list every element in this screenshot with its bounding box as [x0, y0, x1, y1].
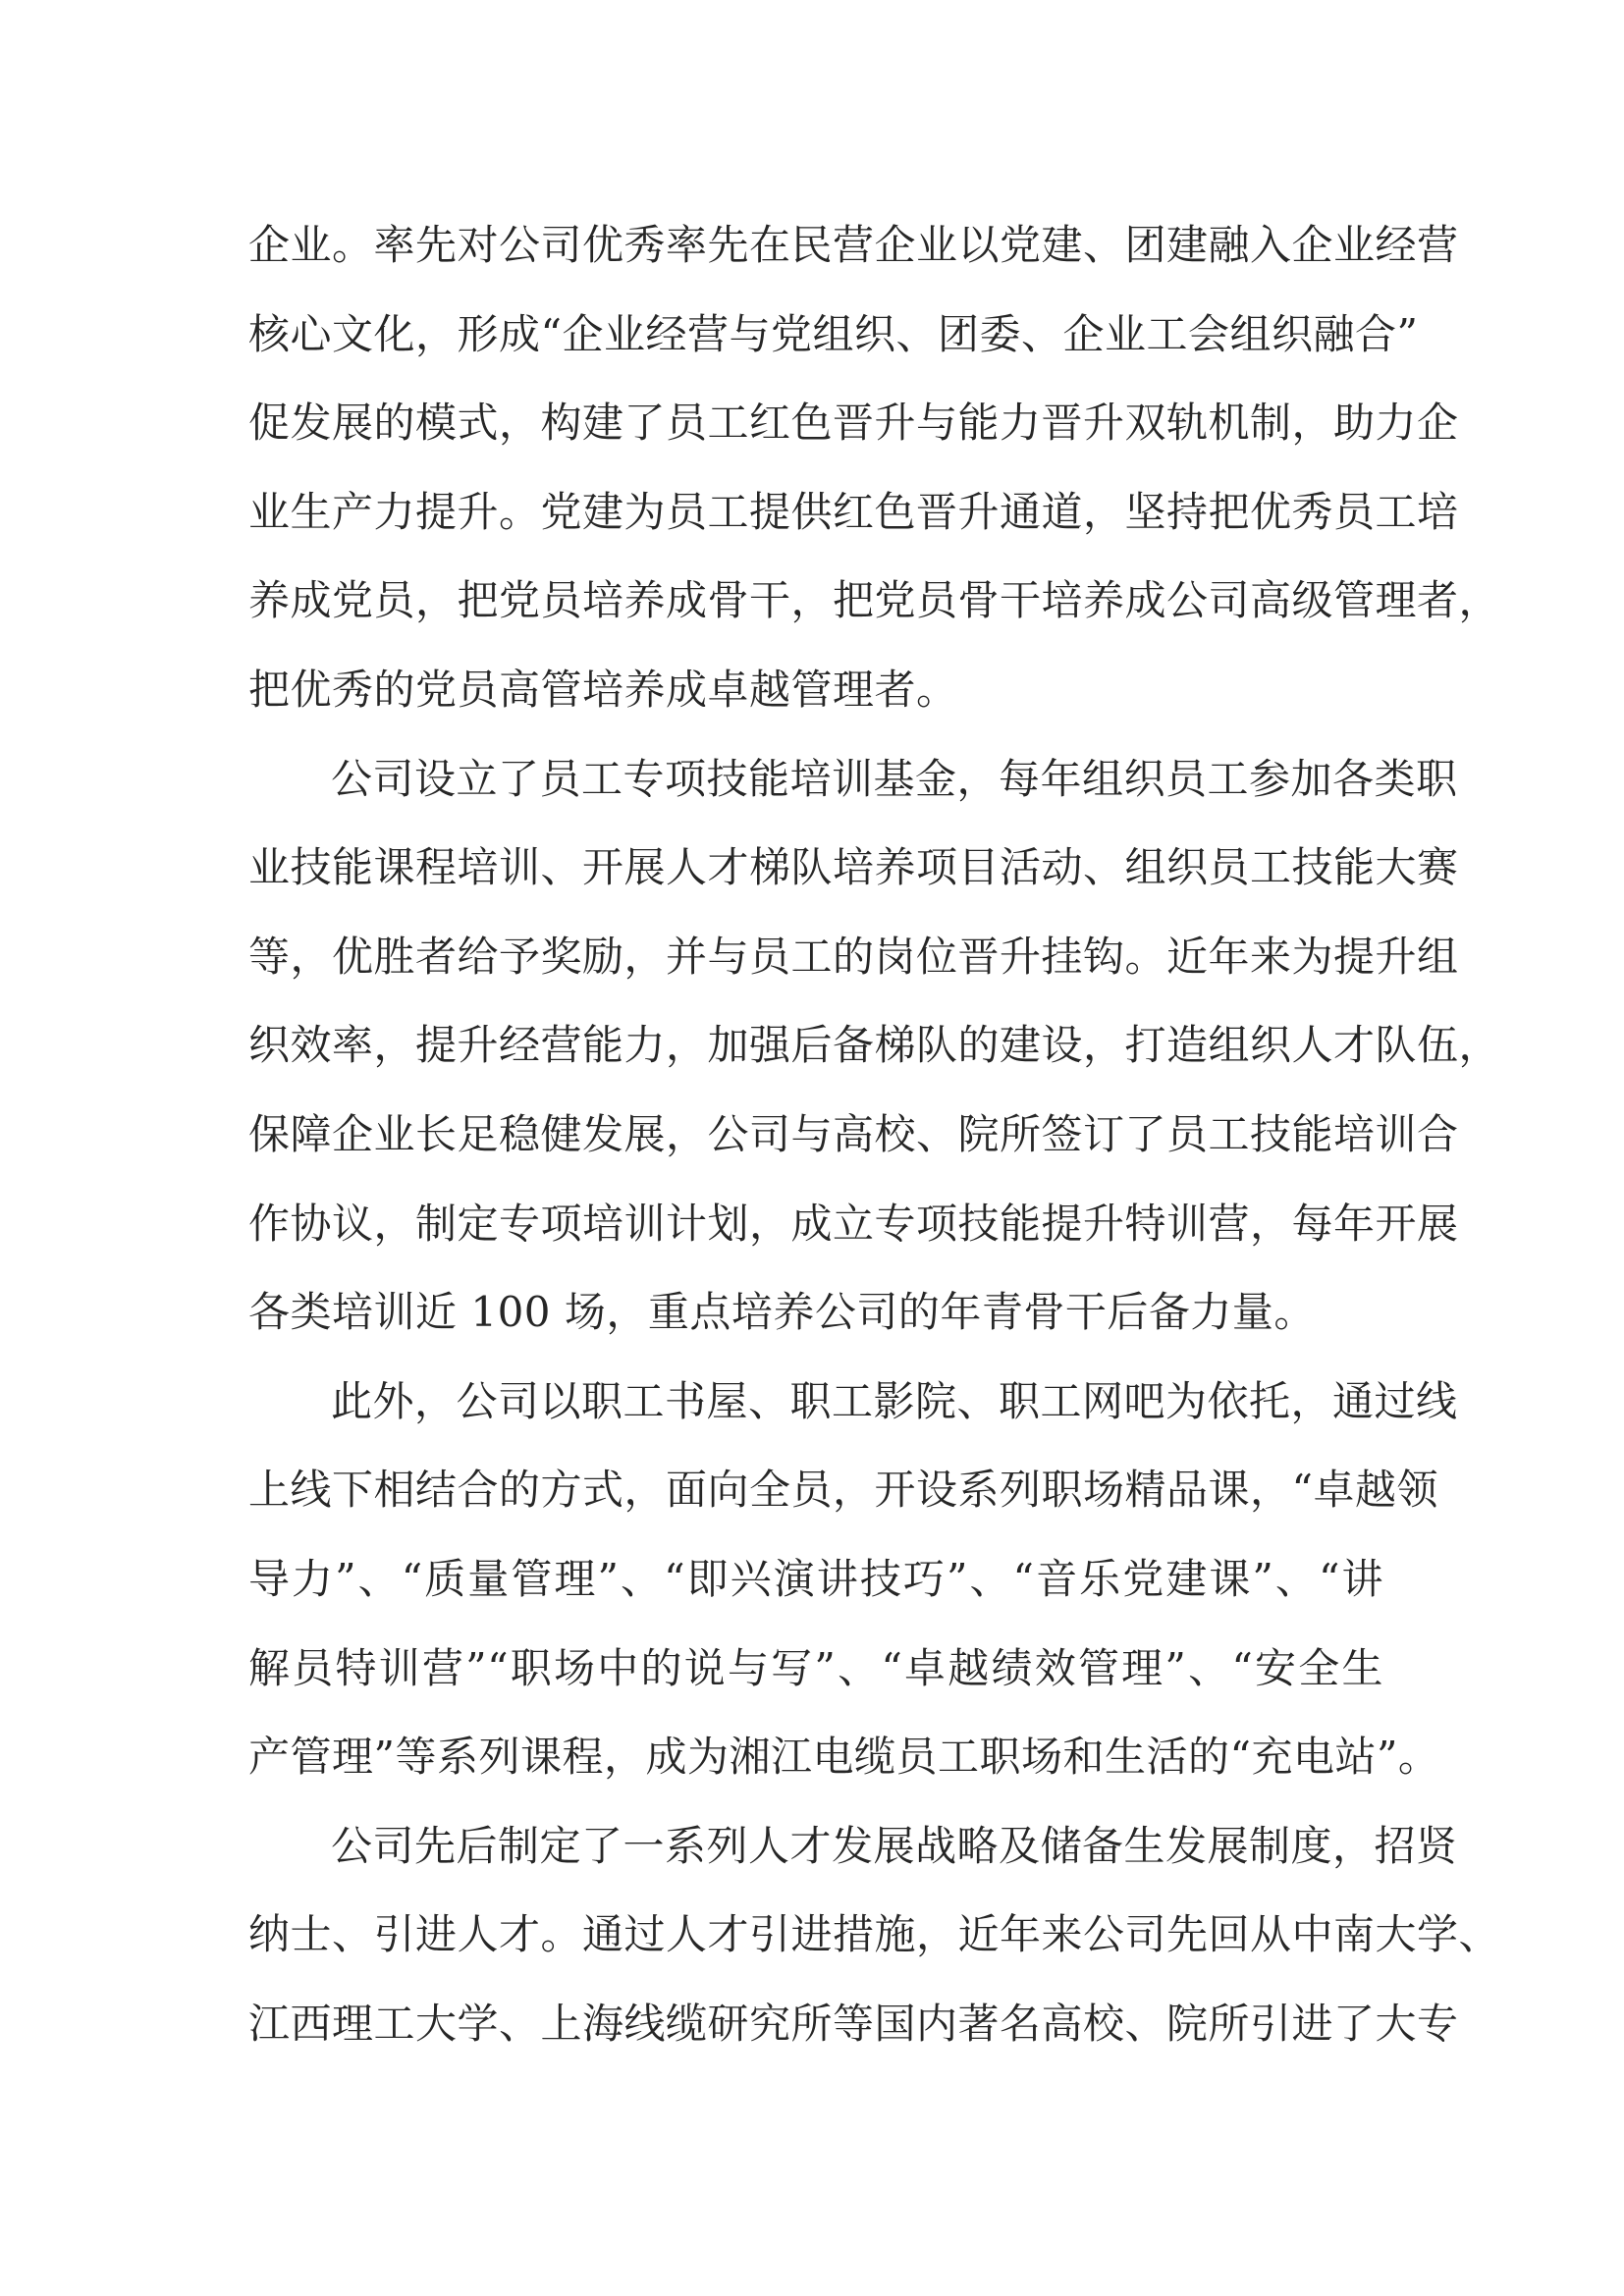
body-text [248, 201, 1501, 2068]
text-line: 把优秀的党员高管培养成卓越管理者。 [248, 665, 958, 714]
text-line: 作协议，制定专项培训计划，成立专项技能提升特训营，每年开展 [248, 1199, 1459, 1248]
text-line: 各类培训近 100 场，重点培养公司的年青骨干后备力量。 [248, 1288, 1316, 1337]
text-line: 导力”、“质量管理”、“即兴演讲技巧”、“音乐党建课”、“讲 [248, 1554, 1383, 1603]
text-line: 公司设立了员工专项技能培训基金，每年组织员工参加各类职 [331, 754, 1458, 803]
text-line: 保障企业长足稳健发展，公司与高校、院所签订了员工技能培训合 [248, 1109, 1459, 1158]
text-line: 此外，公司以职工书屋、职工影院、职工网吧为依托，通过线 [331, 1376, 1458, 1425]
text-line: 等，优胜者给予奖励，并与员工的岗位晋升挂钩。近年来为提升组 [248, 932, 1459, 981]
text-line: 业技能课程培训、开展人才梯队培养项目活动、组织员工技能大赛 [248, 843, 1459, 892]
text-line: 业生产力提升。党建为员工提供红色晋升通道，坚持把优秀员工培 [248, 487, 1459, 536]
text-line: 养成党员，把党员培养成骨干，把党员骨干培养成公司高级管理者， [248, 576, 1501, 625]
text-line: 江西理工大学、上海线缆研究所等国内著名高校、院所引进了大专 [248, 1999, 1459, 2048]
text-line: 织效率，提升经营能力，加强后备梯队的建设，打造组织人才队伍， [248, 1021, 1501, 1070]
text-line: 纳士、引进人才。通过人才引进措施，近年来公司先回从中南大学、 [248, 1910, 1501, 1959]
text-line: 促发展的模式，构建了员工红色晋升与能力晋升双轨机制，助力企 [248, 399, 1459, 448]
text-line: 公司先后制定了一系列人才发展战略及储备生发展制度，招贤 [331, 1821, 1458, 1870]
text-line: 产管理”等系列课程，成为湘江电缆员工职场和生活的“充电站”。 [248, 1733, 1440, 1782]
text-line: 上线下相结合的方式，面向全员，开设系列职场精品课，“卓越领 [248, 1466, 1438, 1515]
text-line: 企业。率先对公司优秀率先在民营企业以党建、团建融入企业经营 [248, 221, 1459, 269]
text-line: 解员特训营”“职场中的说与写”、“卓越绩效管理”、“安全生 [248, 1643, 1383, 1692]
text-line: 核心文化，形成“企业经营与党组织、团委、企业工会组织融合” [248, 309, 1419, 358]
